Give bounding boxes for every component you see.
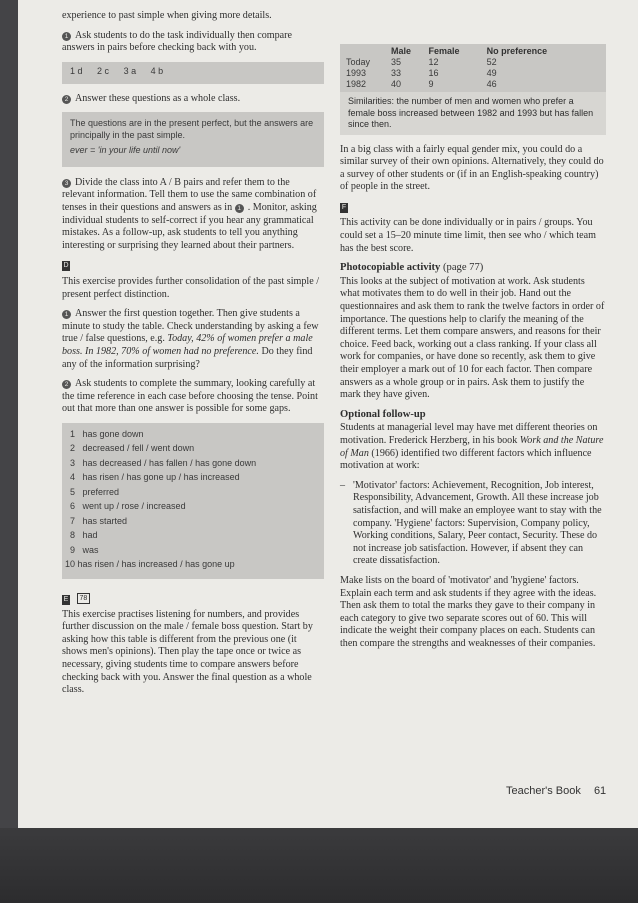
page-number: 61 <box>593 785 607 797</box>
note-definition: ever = 'in your life until now' <box>70 145 181 156</box>
column-header: Female <box>428 46 460 56</box>
step-number-badge: 1 <box>62 32 71 41</box>
d-step-1-example: Today, 42% of women prefer a male boss. In 1982, 70% of women had no preference. <box>62 333 313 357</box>
closing-paragraph: Make lists on the board of 'motivator' and 'hygiene' factors. Explain each term and ask students if they agree with the ideas. Then ask them to total the marks they gave to their company in each category to give two separate scores out of 60. This will indicate the weight their company places on each. Students can then compare the strengths and weaknesses of their companies. <box>340 574 597 649</box>
book-title: Work and the Nature of Man <box>340 434 604 459</box>
step-reference-badge: 1 <box>235 204 244 213</box>
photocopiable-page-ref: (page 77) <box>443 262 484 274</box>
follow-up-heading: Optional follow-up <box>340 408 426 420</box>
scanner-background <box>0 828 638 903</box>
photocopiable-heading: Photocopiable activity (page 77) <box>340 262 484 274</box>
photocopiable-text: This looks at the subject of motivation at work. Ask students what motivates them to do well in their job. Hand out the questionnaires and ask them to rank the twelve factors in order of importance. The questions help to clarify the meaning of the different terms. Let them compare answers, and reasons for their choice. Feed back, working out a class ranking. If your class all work for companies, or have done so recently, ask them to give their employer a mark out of 10 for each factor. Then compare answers as a whole group or in pairs. Ask them to justify the mark they have given. <box>340 275 605 401</box>
answer-item: 2 decreased / fell / went down <box>70 443 195 454</box>
answer-item: 7 has started <box>70 515 128 526</box>
right-column <box>340 44 606 657</box>
list-dash: – <box>340 479 346 491</box>
note-line: The questions are in the present perfect, but the answers are principally in the past simple. <box>70 118 314 140</box>
survey-paragraph: In a big class with a fairly equal gender mix, you could do a similar survey of their own opinions. Alternatively, they could do a survey of other students or (if in an English-speaking country) of people in the street. <box>340 143 604 193</box>
step-number-badge: 1 <box>62 310 71 319</box>
section-letter-e: E <box>63 595 69 603</box>
factor-list-text: 'Motivator' factors: Achievement, Recognition, Job interest, Responsibility, Advancement, Growth. All these increase job satisfaction, and will make an employee want to stay with the company. 'Hygiene' factors: Supervision, Company policy, Working conditions, Salary, Peer contact, Security. These do not increase job satisfaction. However, if absent they can create dissatisfaction. <box>353 479 602 567</box>
column-header: Male <box>391 46 412 56</box>
section-d-intro: This exercise provides further consolidation of the past simple / present perfect distinction. <box>62 276 320 300</box>
answer-item: 6 went up / rose / increased <box>70 501 186 512</box>
answer-item: 10 has risen / has increased / has gone up <box>65 559 235 570</box>
step-number-badge: 3 <box>62 179 71 188</box>
d-step-1-question: Do they find any of the information surprising? <box>62 346 313 370</box>
page-edge-shadow <box>0 0 18 828</box>
answer-item: 5 preferred <box>70 486 120 497</box>
answer-item: 3 has decreased / has fallen / has gone down <box>70 457 257 468</box>
step-number-badge: 2 <box>62 95 71 104</box>
answer-item: 1 has gone down <box>70 428 144 439</box>
intro-text: experience to past simple when giving more details. <box>62 10 272 21</box>
d-step-1-paragraph <box>62 308 324 371</box>
table-header-row <box>346 46 600 57</box>
section-letter-d: D <box>63 262 69 270</box>
step-number-badge: 2 <box>62 380 71 389</box>
audio-track-badge: 78 <box>77 593 91 604</box>
left-column <box>62 10 324 704</box>
page-footer <box>506 785 606 797</box>
step-1-paragraph <box>62 30 324 55</box>
table-row: 1993 33 16 49 <box>346 68 497 78</box>
teacher-note-box <box>62 112 324 167</box>
section-e-heading <box>62 593 324 606</box>
column-header: No preference <box>486 46 548 56</box>
book-name: Teacher's Book <box>506 785 581 797</box>
section-d-heading <box>62 259 324 272</box>
section-f-text: This activity can be done individually or in pairs / groups. You could set a 15–20 minute time limit, then see who / which team has the best score. <box>340 217 596 254</box>
answer-key-box <box>62 62 324 84</box>
d-step-1-text: Answer the first question together. Then give students a minute to study the table. Check understanding by asking a few true / false questions, e.g. <box>62 308 319 345</box>
similarities-note: Similarities: the number of men and women who prefer a female boss increased between 1982 and 1993 but has fallen since then. <box>340 92 606 135</box>
answer-item: 4 has risen / has gone up / has increased <box>70 472 240 483</box>
step-2-text: Answer these questions as a whole class. <box>75 92 241 104</box>
answer-item: 9 was <box>70 544 99 555</box>
survey-table <box>346 46 600 90</box>
section-letter-f: F <box>341 203 347 211</box>
table-row: 1982 40 9 46 <box>346 79 497 89</box>
section-f-heading <box>340 201 606 214</box>
table-row: Today 35 12 52 <box>346 57 497 67</box>
step-3-text-end: . Monitor, asking individual students to self-correct if you hear any grammatical mistakes. As a follow-up, ask students to tell you anything interesting or surprising they learned about their partners. <box>62 202 317 251</box>
answer-key-item: 4 b <box>150 65 164 76</box>
section-e-text: This exercise practises listening for numbers, and provides further discussion on the male / female boss question. Start by asking how this table is different from the previous one (it shows men's opinions). Then play the tape once or twice as necessary, giving students time to compare answers before checking back with you. Answer the final question as a whole class. <box>62 608 313 696</box>
factor-list <box>340 480 606 568</box>
step-1-text: Ask students to do the task individually then compare answers in pairs before checking back with you. <box>62 29 292 54</box>
survey-table-box <box>340 44 606 92</box>
follow-up-text: Students at managerial level may have met different theories on motivation. Frederick Herzberg, in his book Work and the Nature of Man (1966) identified two different factors which influence motivation at work: <box>340 422 604 472</box>
d-step-2-paragraph <box>62 378 324 416</box>
step-2-paragraph <box>62 93 324 106</box>
d-step-2-text: Ask students to complete the summary, looking carefully at the time reference in each case before choosing the tense. Point out that more than one answer is possible for some gaps. <box>62 378 318 415</box>
step-3-text: Divide the class into A / B pairs and refer them to the relevant information. Tell them to use the same combination of tenses in their questions and answers as in <box>62 176 317 214</box>
answer-item: 8 had <box>70 530 98 541</box>
step-3-paragraph <box>62 177 324 253</box>
answer-key-item: 2 c <box>97 65 110 76</box>
answer-list-box <box>62 423 324 579</box>
answer-key-item: 3 a <box>123 65 137 76</box>
answer-key-item: 1 d <box>70 65 83 76</box>
